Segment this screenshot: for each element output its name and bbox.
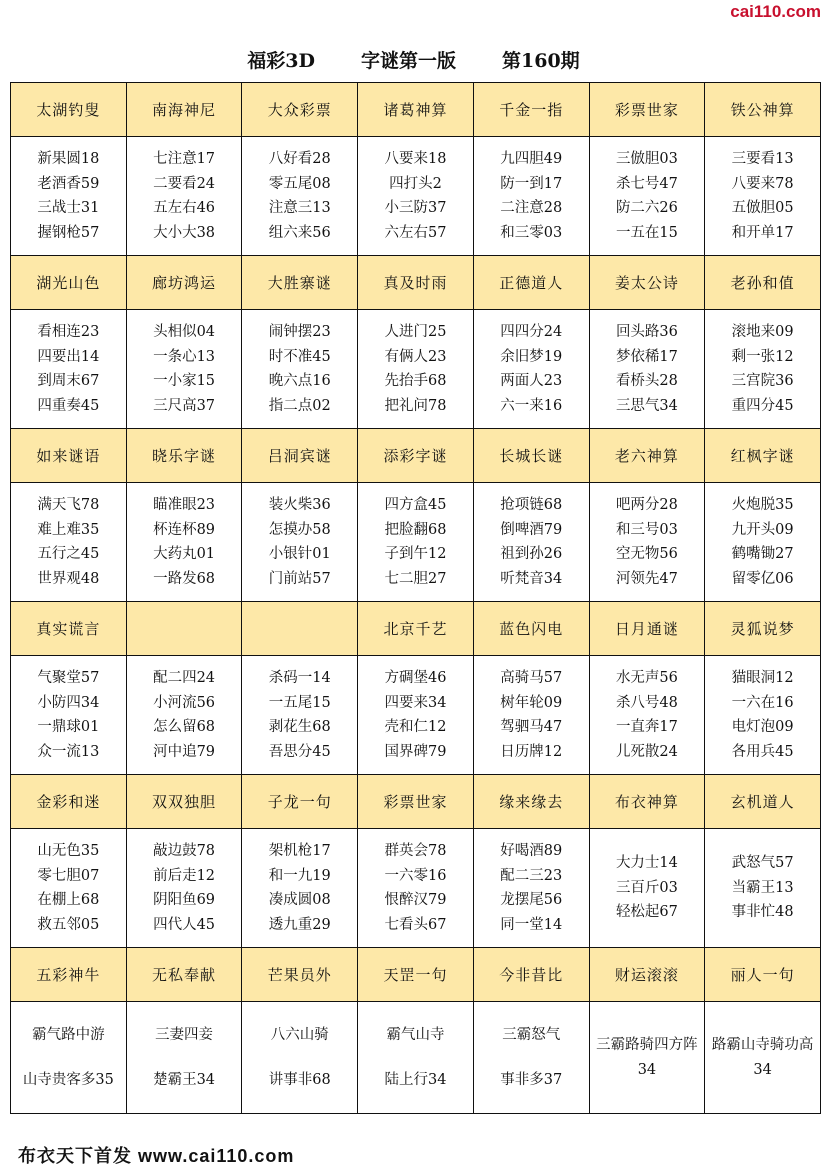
column-header-label: 吕洞宾谜 bbox=[267, 447, 332, 465]
riddle-cell bbox=[11, 137, 127, 256]
riddle-line: 防二六26 bbox=[615, 200, 678, 216]
riddle-line: 阴阳鱼69 bbox=[153, 892, 216, 908]
column-header-label: 老六神算 bbox=[614, 447, 679, 465]
riddle-cell bbox=[127, 1002, 243, 1114]
riddle-line: 重四分45 bbox=[731, 397, 794, 414]
riddle-line: 晚六点16 bbox=[268, 373, 331, 389]
riddle-line: 看桥头28 bbox=[615, 373, 678, 389]
riddle-line: 大药丸01 bbox=[153, 546, 216, 562]
riddle-line: 把脸翻68 bbox=[384, 521, 447, 538]
riddle-cell bbox=[242, 829, 358, 948]
riddle-line: 儿死散24 bbox=[615, 743, 678, 760]
riddle-line: 滚地来09 bbox=[731, 324, 794, 340]
riddle-cell bbox=[474, 310, 590, 429]
riddle-cell bbox=[358, 656, 474, 775]
riddle-line: 八要来18 bbox=[384, 151, 447, 167]
riddle-line: 两面人23 bbox=[500, 373, 563, 389]
riddle-cell bbox=[11, 310, 127, 429]
column-header-label: 五彩神牛 bbox=[36, 966, 101, 984]
riddle-line: 五行之45 bbox=[37, 546, 100, 562]
riddle-line: 抢项链68 bbox=[500, 497, 563, 513]
column-header bbox=[11, 775, 127, 829]
column-header-label: 正德道人 bbox=[499, 274, 564, 292]
column-header-label: 天罡一句 bbox=[383, 966, 448, 984]
riddle-line: 九开头09 bbox=[731, 521, 794, 538]
riddle-line: 陆上行34 bbox=[384, 1072, 447, 1088]
riddle-cell bbox=[705, 1002, 821, 1114]
column-header-label: 北京千艺 bbox=[383, 620, 448, 638]
riddle-line: 五左右46 bbox=[153, 200, 216, 216]
riddle-line: 怎么留68 bbox=[153, 719, 216, 735]
riddle-line: 猫眼洞12 bbox=[731, 670, 794, 686]
column-header-label: 今非昔比 bbox=[499, 966, 564, 984]
riddle-line: 八好看28 bbox=[268, 151, 331, 167]
column-header bbox=[590, 948, 706, 1002]
riddle-line: 方碉堡46 bbox=[384, 670, 447, 686]
column-header bbox=[705, 948, 821, 1002]
riddle-line: 救五邻05 bbox=[37, 916, 100, 933]
riddle-line: 瞄准眼23 bbox=[153, 497, 216, 513]
riddle-line: 五倣胆05 bbox=[731, 200, 794, 216]
riddle-line: 敲边鼓78 bbox=[153, 843, 216, 859]
riddle-line: 注意三13 bbox=[268, 200, 331, 216]
riddle-line: 河领先47 bbox=[615, 570, 678, 587]
riddle-cell bbox=[11, 656, 127, 775]
riddle-line: 祖到孙26 bbox=[500, 546, 563, 562]
riddle-line: 国界碑79 bbox=[384, 743, 447, 760]
column-header bbox=[127, 602, 243, 656]
column-header-label: 廊坊鸿运 bbox=[152, 274, 217, 292]
riddle-cell bbox=[127, 137, 243, 256]
column-header bbox=[11, 256, 127, 310]
riddle-line: 六一来16 bbox=[500, 397, 563, 414]
riddle-line: 杀八号48 bbox=[615, 694, 678, 711]
riddle-line: 二注意28 bbox=[500, 200, 563, 216]
riddle-line: 恨醉汉79 bbox=[384, 892, 447, 908]
riddle-line: 小防四34 bbox=[37, 694, 100, 711]
column-header-label: 彩票世家 bbox=[614, 101, 679, 119]
riddle-line: 三宫院36 bbox=[731, 373, 794, 389]
riddle-line: 霸气路中游 bbox=[32, 1026, 105, 1043]
page-title bbox=[0, 46, 827, 76]
column-header bbox=[242, 429, 358, 483]
riddle-line: 事非多37 bbox=[500, 1072, 563, 1088]
column-header bbox=[590, 429, 706, 483]
column-header bbox=[11, 602, 127, 656]
column-header-label: 太湖钓叟 bbox=[36, 101, 101, 119]
column-header bbox=[358, 256, 474, 310]
column-header-label: 大胜寨谜 bbox=[267, 274, 332, 292]
riddle-line: 头相似04 bbox=[153, 324, 216, 340]
column-header-label: 无私奉献 bbox=[152, 966, 217, 984]
riddle-line: 回头路36 bbox=[615, 324, 678, 340]
riddle-cell bbox=[590, 483, 706, 602]
riddle-line: 同一堂14 bbox=[500, 916, 563, 933]
riddle-line: 三妻四妾 bbox=[155, 1026, 214, 1043]
riddle-line: 组六来56 bbox=[268, 224, 331, 241]
column-header-label: 老孙和值 bbox=[730, 274, 795, 292]
column-header bbox=[242, 83, 358, 137]
riddle-cell bbox=[358, 829, 474, 948]
column-header-label: 姜太公诗 bbox=[614, 274, 679, 292]
column-header-label: 双双独胆 bbox=[152, 793, 217, 811]
column-header-label: 蓝色闪电 bbox=[499, 620, 564, 638]
riddle-line: 怎摸办58 bbox=[268, 521, 331, 538]
riddle-cell bbox=[705, 137, 821, 256]
column-header-label: 子龙一句 bbox=[267, 793, 332, 811]
riddle-line: 吧两分28 bbox=[615, 497, 678, 513]
riddle-cell bbox=[358, 1002, 474, 1114]
riddle-line: 凑成圆08 bbox=[268, 892, 331, 908]
riddle-cell bbox=[590, 137, 706, 256]
title-issue: 第160期 bbox=[502, 50, 580, 72]
riddle-cell bbox=[127, 829, 243, 948]
riddle-line: 透九重29 bbox=[268, 916, 331, 933]
riddle-cell bbox=[705, 310, 821, 429]
riddle-line: 霸气山寺 bbox=[386, 1026, 445, 1043]
riddle-line: 一直奔17 bbox=[615, 719, 678, 735]
column-header bbox=[474, 429, 590, 483]
column-header-label: 长城长谜 bbox=[499, 447, 564, 465]
riddle-cell bbox=[242, 310, 358, 429]
riddle-line: 前后走12 bbox=[153, 867, 216, 884]
riddle-line: 闹钟摆23 bbox=[268, 324, 331, 340]
riddle-line: 和一九19 bbox=[268, 867, 331, 884]
title-edition: 字谜第一版 bbox=[361, 50, 457, 72]
column-header-label: 玄机道人 bbox=[730, 793, 795, 811]
riddle-line: 七看头67 bbox=[384, 916, 447, 933]
riddle-line: 路霸山寺骑功高34 bbox=[711, 1037, 814, 1078]
riddle-line: 小银针01 bbox=[268, 546, 331, 562]
riddle-line: 三百斤03 bbox=[615, 879, 678, 896]
riddle-line: 一鼎球01 bbox=[37, 719, 100, 735]
column-header bbox=[474, 256, 590, 310]
riddle-line: 杀码一14 bbox=[268, 670, 331, 686]
riddle-line: 配二四24 bbox=[153, 670, 216, 686]
column-header bbox=[127, 83, 243, 137]
riddle-line: 河中追79 bbox=[153, 743, 216, 760]
riddle-line: 山寺贵客多35 bbox=[22, 1072, 114, 1088]
riddle-line: 零五尾08 bbox=[268, 175, 331, 192]
riddle-cell bbox=[11, 829, 127, 948]
riddle-line: 三思气34 bbox=[615, 397, 678, 414]
riddle-cell bbox=[590, 829, 706, 948]
riddle-line: 大小大38 bbox=[153, 224, 216, 241]
riddle-cell bbox=[590, 1002, 706, 1114]
column-header bbox=[11, 83, 127, 137]
riddle-line: 难上难35 bbox=[37, 521, 100, 538]
column-header bbox=[11, 429, 127, 483]
column-header-label: 大众彩票 bbox=[267, 101, 332, 119]
riddle-line: 气聚堂57 bbox=[37, 670, 100, 686]
column-header bbox=[127, 256, 243, 310]
column-header bbox=[705, 83, 821, 137]
riddle-line: 余旧梦19 bbox=[500, 348, 563, 365]
column-header bbox=[705, 429, 821, 483]
riddle-cell bbox=[11, 483, 127, 602]
riddle-line: 三战士31 bbox=[37, 200, 100, 216]
riddle-line: 小河流56 bbox=[153, 694, 216, 711]
column-header bbox=[474, 602, 590, 656]
riddle-line: 装火柴36 bbox=[268, 497, 331, 513]
riddle-cell bbox=[705, 483, 821, 602]
riddle-line: 四方盒45 bbox=[384, 497, 447, 513]
column-header bbox=[590, 602, 706, 656]
riddle-line: 七注意17 bbox=[153, 151, 216, 167]
column-header bbox=[474, 775, 590, 829]
riddle-line: 梦依稀17 bbox=[615, 348, 678, 365]
footer-watermark: 布衣天下首发 www.cai110.com bbox=[14, 1142, 298, 1168]
column-header bbox=[705, 602, 821, 656]
riddle-line: 树年轮09 bbox=[500, 694, 563, 711]
riddle-line: 空无物56 bbox=[615, 546, 678, 562]
riddle-line: 二要看24 bbox=[153, 175, 216, 192]
column-header bbox=[358, 948, 474, 1002]
riddle-line: 四代人45 bbox=[153, 916, 216, 933]
riddle-line: 九四胆49 bbox=[500, 151, 563, 167]
riddle-cell bbox=[242, 1002, 358, 1114]
riddle-line: 老酒香59 bbox=[37, 175, 100, 192]
riddle-line: 到周末67 bbox=[37, 373, 100, 389]
riddle-cell bbox=[242, 656, 358, 775]
column-header bbox=[705, 256, 821, 310]
riddle-line: 小三防37 bbox=[384, 200, 447, 216]
riddle-line: 人进门25 bbox=[384, 324, 447, 340]
column-header bbox=[590, 256, 706, 310]
riddle-line: 吾思分45 bbox=[268, 743, 331, 760]
riddle-cell bbox=[474, 483, 590, 602]
riddle-line: 指二点02 bbox=[268, 397, 331, 414]
riddle-line: 三霸怒气 bbox=[502, 1026, 561, 1043]
riddle-line: 四要来34 bbox=[384, 694, 447, 711]
column-header bbox=[590, 83, 706, 137]
column-header bbox=[127, 775, 243, 829]
riddle-line: 一六在16 bbox=[731, 694, 794, 711]
riddle-line: 一五尾15 bbox=[268, 694, 331, 711]
riddle-line: 门前站57 bbox=[268, 570, 331, 587]
riddle-line: 剩一张12 bbox=[731, 348, 794, 365]
riddle-line: 驾驷马47 bbox=[500, 719, 563, 735]
riddle-line: 三霸路骑四方阵34 bbox=[596, 1037, 698, 1078]
riddle-cell bbox=[358, 310, 474, 429]
column-header-label: 添彩字谜 bbox=[383, 447, 448, 465]
riddle-line: 各用兵45 bbox=[731, 743, 794, 760]
riddle-line: 一五在15 bbox=[615, 224, 678, 241]
column-header-label: 如来谜语 bbox=[36, 447, 101, 465]
riddle-line: 六左右57 bbox=[384, 224, 447, 241]
column-header-label: 红枫字谜 bbox=[730, 447, 795, 465]
riddle-cell bbox=[590, 310, 706, 429]
riddle-cell bbox=[474, 1002, 590, 1114]
column-header bbox=[242, 775, 358, 829]
riddle-cell bbox=[358, 137, 474, 256]
riddle-cell bbox=[11, 1002, 127, 1114]
column-header-label: 南海神尼 bbox=[152, 101, 217, 119]
column-header-label: 布衣神算 bbox=[614, 793, 679, 811]
riddle-line: 听梵音34 bbox=[500, 570, 563, 587]
column-header-label: 真及时雨 bbox=[383, 274, 448, 292]
column-header bbox=[242, 602, 358, 656]
riddle-line: 把礼问78 bbox=[384, 397, 447, 414]
riddle-line: 三尺高37 bbox=[153, 397, 216, 414]
column-header bbox=[127, 948, 243, 1002]
riddle-line: 先抬手68 bbox=[384, 373, 447, 389]
column-header bbox=[11, 948, 127, 1002]
column-header-label: 缘来缘去 bbox=[499, 793, 564, 811]
riddle-cell bbox=[590, 656, 706, 775]
riddle-line: 握钢枪57 bbox=[37, 224, 100, 241]
riddle-cell bbox=[127, 483, 243, 602]
riddle-line: 好喝酒89 bbox=[500, 843, 563, 859]
riddle-line: 日历牌12 bbox=[500, 743, 563, 760]
column-header bbox=[358, 775, 474, 829]
riddle-line: 一六零16 bbox=[384, 867, 447, 884]
riddle-line: 山无色35 bbox=[37, 843, 100, 859]
riddle-line: 大力士14 bbox=[615, 855, 678, 872]
riddle-line: 世界观48 bbox=[37, 570, 100, 587]
riddle-cell bbox=[474, 829, 590, 948]
column-header-label: 日月通谜 bbox=[614, 620, 679, 638]
riddle-cell bbox=[127, 656, 243, 775]
riddle-line: 四要出14 bbox=[37, 348, 100, 365]
column-header-label: 灵狐说梦 bbox=[730, 620, 795, 638]
riddle-table bbox=[10, 82, 821, 1114]
riddle-line: 和三号03 bbox=[615, 521, 678, 538]
riddle-line: 楚霸王34 bbox=[153, 1072, 216, 1088]
riddle-line: 和三零03 bbox=[500, 224, 563, 241]
column-header bbox=[358, 602, 474, 656]
riddle-line: 看相连23 bbox=[37, 324, 100, 340]
riddle-line: 龙摆尾56 bbox=[500, 892, 563, 908]
riddle-line: 满天飞78 bbox=[37, 497, 100, 513]
riddle-line: 一小家15 bbox=[153, 373, 216, 389]
riddle-line: 水无声56 bbox=[615, 670, 678, 686]
column-header bbox=[127, 429, 243, 483]
riddle-line: 杯连杯89 bbox=[153, 521, 216, 538]
column-header-label: 湖光山色 bbox=[36, 274, 101, 292]
column-header bbox=[590, 775, 706, 829]
riddle-line: 众一流13 bbox=[37, 743, 100, 760]
column-header-label: 彩票世家 bbox=[383, 793, 448, 811]
riddle-line: 一条心13 bbox=[153, 348, 216, 365]
column-header bbox=[705, 775, 821, 829]
riddle-line: 电灯泡09 bbox=[731, 719, 794, 735]
riddle-line: 和开单17 bbox=[731, 224, 794, 241]
riddle-cell bbox=[474, 137, 590, 256]
riddle-line: 讲事非68 bbox=[268, 1072, 331, 1088]
column-header bbox=[474, 83, 590, 137]
riddle-line: 群英会78 bbox=[384, 843, 447, 859]
column-header bbox=[242, 256, 358, 310]
riddle-line: 火炮脱35 bbox=[731, 497, 794, 513]
riddle-line: 新果圆18 bbox=[37, 151, 100, 167]
riddle-line: 子到午12 bbox=[384, 546, 447, 562]
column-header-label: 千金一指 bbox=[499, 101, 564, 119]
riddle-line: 事非忙48 bbox=[731, 904, 794, 921]
riddle-line: 高骑马57 bbox=[500, 670, 563, 686]
riddle-line: 一路发68 bbox=[153, 570, 216, 587]
riddle-line: 倒啤酒79 bbox=[500, 521, 563, 538]
site-watermark: cai110.com bbox=[730, 2, 821, 21]
riddle-cell bbox=[474, 656, 590, 775]
riddle-cell bbox=[705, 829, 821, 948]
riddle-line: 七二胆27 bbox=[384, 570, 447, 587]
riddle-cell bbox=[242, 483, 358, 602]
riddle-line: 有俩人23 bbox=[384, 348, 447, 365]
column-header-label: 铁公神算 bbox=[730, 101, 795, 119]
riddle-line: 鹤嘴锄27 bbox=[731, 546, 794, 562]
column-header bbox=[358, 83, 474, 137]
column-header bbox=[242, 948, 358, 1002]
column-header bbox=[474, 948, 590, 1002]
riddle-line: 当霸王13 bbox=[731, 879, 794, 896]
riddle-line: 四打头2 bbox=[389, 175, 442, 192]
column-header-label: 诸葛神算 bbox=[383, 101, 448, 119]
riddle-line: 在棚上68 bbox=[37, 892, 100, 908]
riddle-cell bbox=[705, 656, 821, 775]
riddle-line: 八要来78 bbox=[731, 175, 794, 192]
title-lottery: 福彩3D bbox=[247, 50, 315, 72]
column-header-label: 晓乐字谜 bbox=[152, 447, 217, 465]
riddle-line: 留零亿06 bbox=[731, 570, 794, 587]
riddle-line: 架机枪17 bbox=[268, 843, 331, 859]
riddle-line: 四四分24 bbox=[500, 324, 563, 340]
riddle-cell bbox=[127, 310, 243, 429]
riddle-cell bbox=[358, 483, 474, 602]
riddle-line: 三倣胆03 bbox=[615, 151, 678, 167]
column-header bbox=[358, 429, 474, 483]
riddle-line: 杀七号47 bbox=[615, 175, 678, 192]
riddle-line: 时不准45 bbox=[268, 348, 331, 365]
column-header-label: 金彩和迷 bbox=[36, 793, 101, 811]
riddle-line: 四重奏45 bbox=[37, 397, 100, 414]
column-header-label: 财运滚滚 bbox=[614, 966, 679, 984]
riddle-cell bbox=[242, 137, 358, 256]
riddle-line: 武怒气57 bbox=[731, 855, 794, 872]
column-header-label: 真实谎言 bbox=[36, 620, 101, 638]
riddle-line: 剥花生68 bbox=[268, 719, 331, 735]
column-header-label: 芒果员外 bbox=[267, 966, 332, 984]
riddle-line: 零七胆07 bbox=[37, 867, 100, 884]
riddle-line: 配二三23 bbox=[500, 867, 563, 884]
riddle-line: 三要看13 bbox=[731, 151, 794, 167]
riddle-line: 壳和仁12 bbox=[384, 719, 447, 735]
riddle-line: 轻松起67 bbox=[615, 904, 678, 921]
riddle-line: 八六山骑 bbox=[270, 1026, 329, 1043]
riddle-line: 防一到17 bbox=[500, 175, 563, 192]
column-header-label: 丽人一句 bbox=[730, 966, 795, 984]
